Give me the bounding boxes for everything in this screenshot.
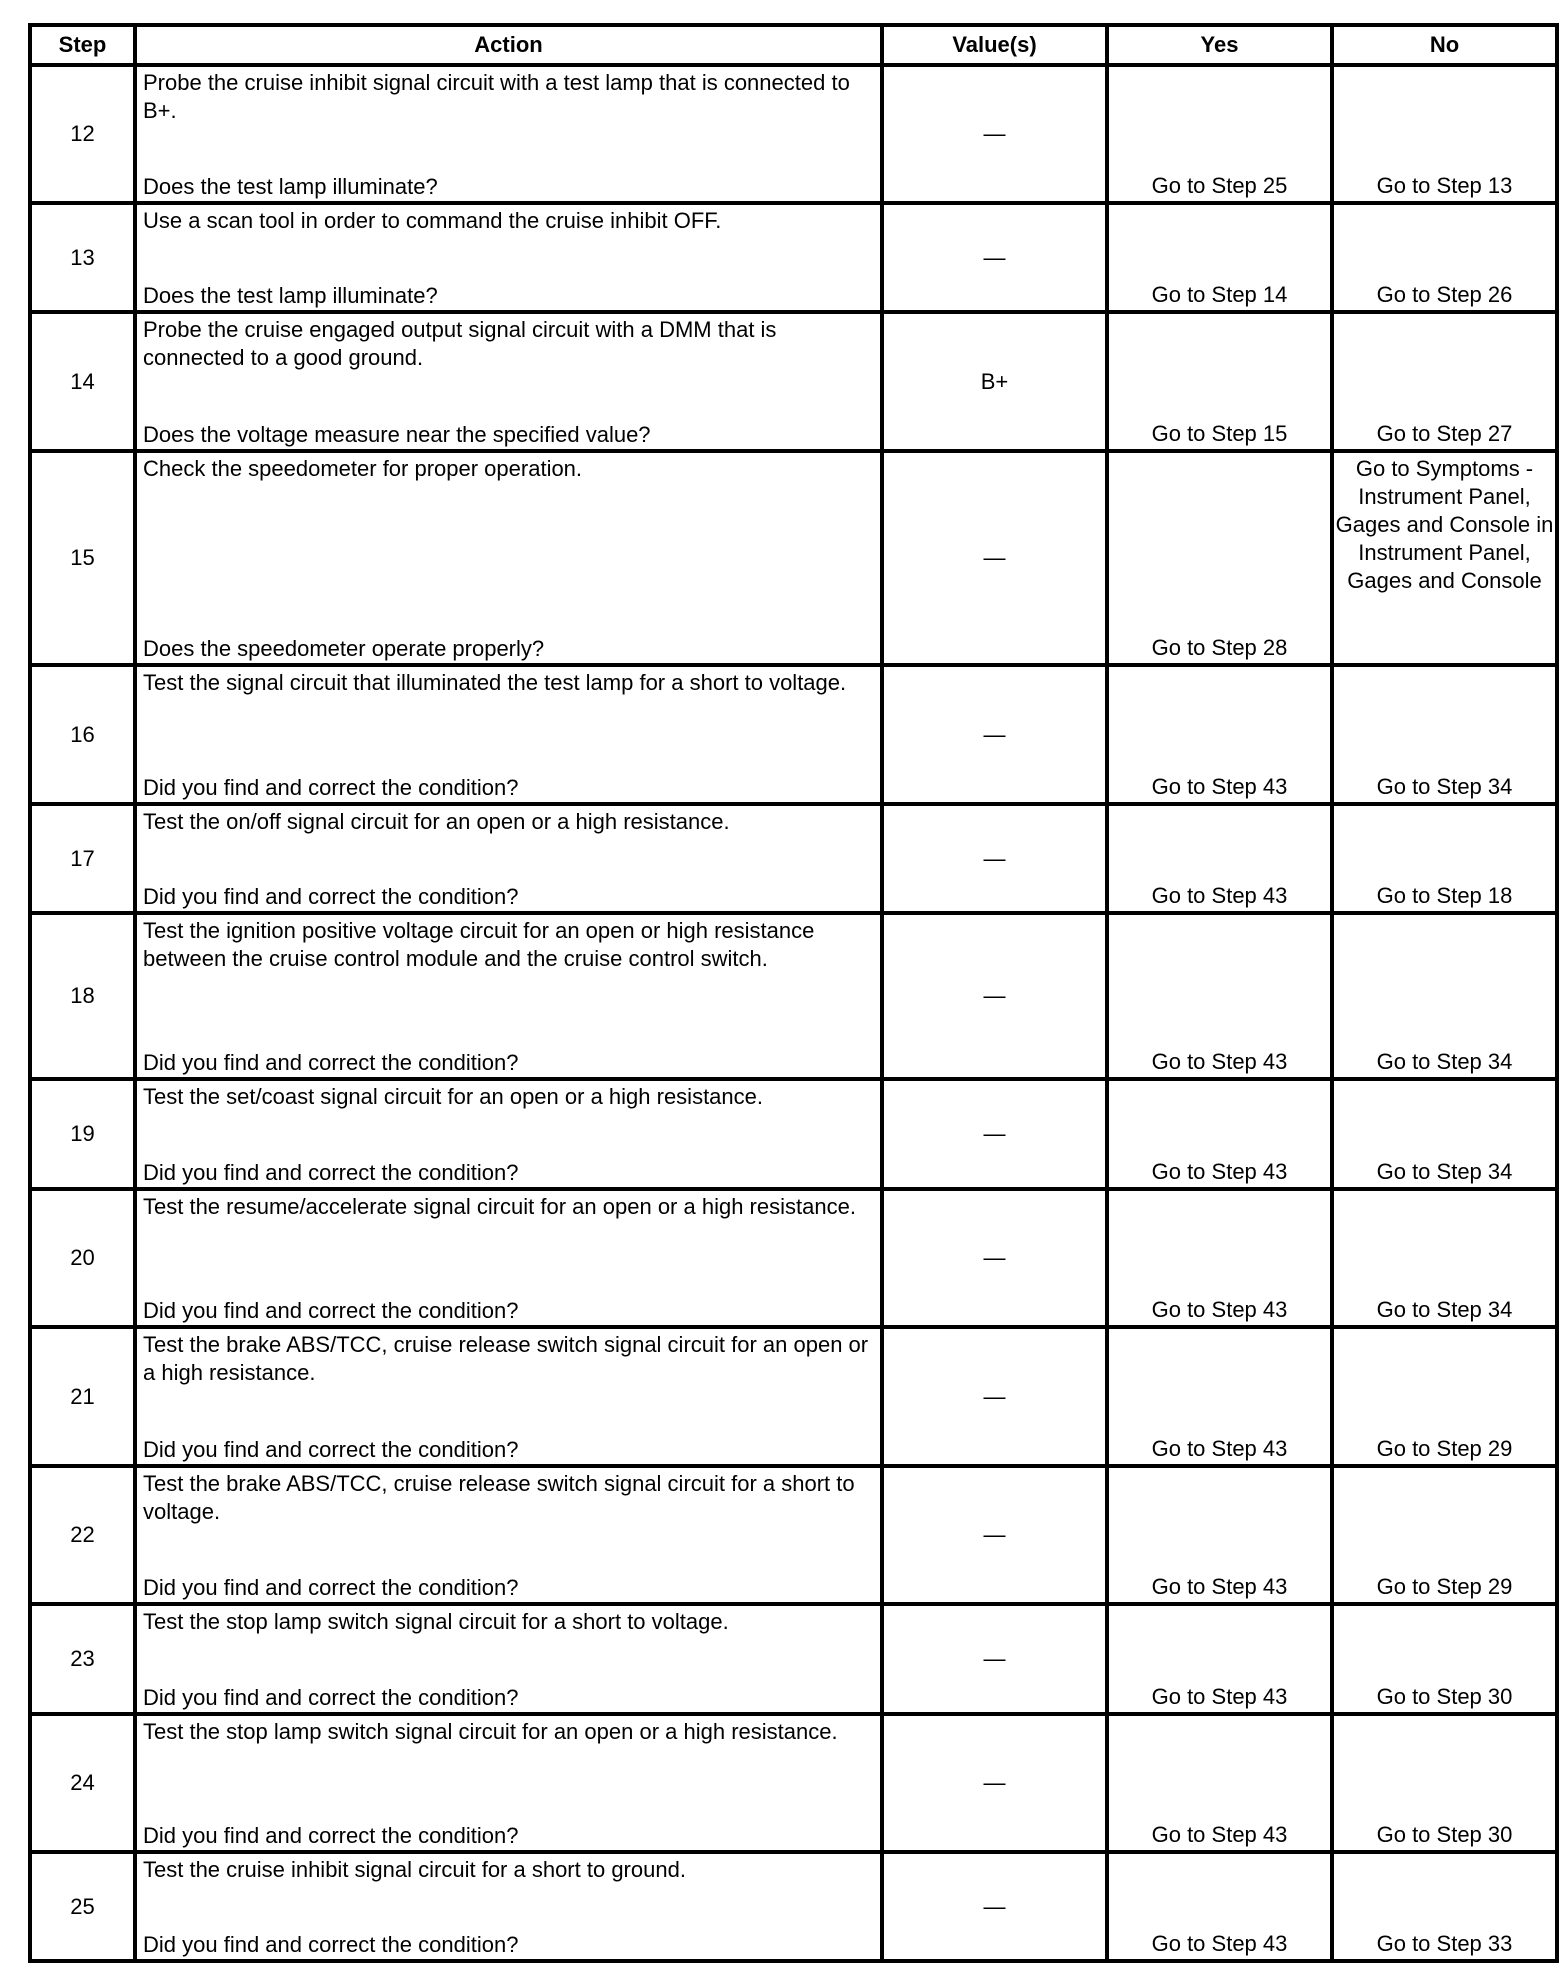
yes-link[interactable]: Go to Step 43 — [1107, 1189, 1332, 1327]
yes-link[interactable]: Go to Step 43 — [1107, 1079, 1332, 1189]
step-number: 14 — [30, 312, 135, 451]
action-cell — [135, 451, 882, 665]
action-question: Does the voltage measure near the specified value? — [143, 422, 651, 447]
table-row — [30, 1852, 1557, 1961]
action-question: Did you find and correct the condition? — [143, 1575, 519, 1600]
step-number: 22 — [30, 1466, 135, 1604]
yes-link[interactable]: Go to Step 43 — [1107, 913, 1332, 1079]
value-cell: — — [882, 1079, 1107, 1189]
no-link[interactable]: Go to Symptoms - Instrument Panel, Gages and Console in Instrument Panel, Gages and Console — [1332, 451, 1557, 665]
action-cell — [135, 312, 882, 451]
table-row — [30, 203, 1557, 312]
action-text: Test the stop lamp switch signal circuit for a short to voltage. — [143, 1609, 729, 1634]
table-row — [30, 913, 1557, 1079]
no-link[interactable]: Go to Step 13 — [1332, 65, 1557, 203]
step-number: 12 — [30, 65, 135, 203]
diagnostic-table — [28, 23, 1559, 1963]
yes-link[interactable]: Go to Step 28 — [1107, 451, 1332, 665]
action-text: Test the set/coast signal circuit for an open or a high resistance. — [143, 1084, 763, 1109]
table-row — [30, 312, 1557, 451]
step-number: 17 — [30, 804, 135, 913]
no-link[interactable]: Go to Step 33 — [1332, 1852, 1557, 1961]
action-question: Does the test lamp illuminate? — [143, 174, 438, 199]
action-question: Did you find and correct the condition? — [143, 1437, 519, 1462]
no-link[interactable]: Go to Step 34 — [1332, 1079, 1557, 1189]
yes-link[interactable]: Go to Step 15 — [1107, 312, 1332, 451]
action-text: Probe the cruise engaged output signal circuit with a DMM that is connected to a good ground. — [143, 317, 777, 370]
value-cell: — — [882, 1327, 1107, 1466]
action-cell — [135, 1189, 882, 1327]
action-cell — [135, 1466, 882, 1604]
header-action: Action — [135, 25, 882, 65]
yes-link[interactable]: Go to Step 43 — [1107, 1604, 1332, 1714]
value-cell: — — [882, 1714, 1107, 1852]
action-text: Test the cruise inhibit signal circuit for a short to ground. — [143, 1857, 686, 1882]
no-link[interactable]: Go to Step 27 — [1332, 312, 1557, 451]
action-text: Test the stop lamp switch signal circuit for an open or a high resistance. — [143, 1719, 838, 1744]
value-cell: — — [882, 913, 1107, 1079]
action-cell — [135, 1714, 882, 1852]
step-number: 20 — [30, 1189, 135, 1327]
table-row — [30, 65, 1557, 203]
action-cell — [135, 1327, 882, 1466]
action-text: Test the ignition positive voltage circuit for an open or high resistance between the cruise control module and the cruise control switch. — [143, 918, 815, 971]
step-number: 16 — [30, 665, 135, 804]
value-cell: B+ — [882, 312, 1107, 451]
action-question: Does the speedometer operate properly? — [143, 636, 545, 661]
action-text: Test the brake ABS/TCC, cruise release switch signal circuit for an open or a high resistance. — [143, 1332, 869, 1385]
action-question: Did you find and correct the condition? — [143, 775, 519, 800]
value-cell: — — [882, 1852, 1107, 1961]
action-question: Did you find and correct the condition? — [143, 1050, 519, 1075]
table-row — [30, 804, 1557, 913]
step-number: 21 — [30, 1327, 135, 1466]
value-cell: — — [882, 1189, 1107, 1327]
action-text: Probe the cruise inhibit signal circuit with a test lamp that is connected to B+. — [143, 70, 850, 123]
yes-link[interactable]: Go to Step 43 — [1107, 665, 1332, 804]
table-row — [30, 1327, 1557, 1466]
step-number: 13 — [30, 203, 135, 312]
action-cell — [135, 804, 882, 913]
action-cell — [135, 665, 882, 804]
yes-link[interactable]: Go to Step 25 — [1107, 65, 1332, 203]
action-text: Check the speedometer for proper operation. — [143, 456, 583, 481]
yes-link[interactable]: Go to Step 43 — [1107, 1852, 1332, 1961]
action-text: Use a scan tool in order to command the cruise inhibit OFF. — [143, 208, 722, 233]
no-link[interactable]: Go to Step 34 — [1332, 913, 1557, 1079]
value-cell: — — [882, 1604, 1107, 1714]
table-row — [30, 1466, 1557, 1604]
table-row — [30, 1189, 1557, 1327]
yes-link[interactable]: Go to Step 43 — [1107, 1466, 1332, 1604]
action-question: Did you find and correct the condition? — [143, 1685, 519, 1710]
value-cell: — — [882, 665, 1107, 804]
header-values: Value(s) — [882, 25, 1107, 65]
step-number: 19 — [30, 1079, 135, 1189]
table-row — [30, 1714, 1557, 1852]
no-link[interactable]: Go to Step 29 — [1332, 1327, 1557, 1466]
header-step: Step — [30, 25, 135, 65]
no-link[interactable]: Go to Step 29 — [1332, 1466, 1557, 1604]
no-link[interactable]: Go to Step 34 — [1332, 665, 1557, 804]
step-number: 25 — [30, 1852, 135, 1961]
value-cell: — — [882, 203, 1107, 312]
step-number: 18 — [30, 913, 135, 1079]
header-row — [30, 25, 1557, 65]
action-question: Did you find and correct the condition? — [143, 1932, 519, 1957]
action-cell — [135, 913, 882, 1079]
action-cell — [135, 65, 882, 203]
action-cell — [135, 203, 882, 312]
header-no: No — [1332, 25, 1557, 65]
table-row — [30, 1604, 1557, 1714]
value-cell: — — [882, 65, 1107, 203]
action-cell — [135, 1852, 882, 1961]
no-link[interactable]: Go to Step 30 — [1332, 1604, 1557, 1714]
step-number: 24 — [30, 1714, 135, 1852]
step-number: 23 — [30, 1604, 135, 1714]
yes-link[interactable]: Go to Step 43 — [1107, 1714, 1332, 1852]
action-text: Test the on/off signal circuit for an open or a high resistance. — [143, 809, 730, 834]
action-cell — [135, 1604, 882, 1714]
header-yes: Yes — [1107, 25, 1332, 65]
action-question: Does the test lamp illuminate? — [143, 283, 438, 308]
yes-link[interactable]: Go to Step 43 — [1107, 1327, 1332, 1466]
step-number: 15 — [30, 451, 135, 665]
no-link[interactable]: Go to Step 30 — [1332, 1714, 1557, 1852]
action-text: Test the brake ABS/TCC, cruise release switch signal circuit for a short to voltage. — [143, 1471, 855, 1524]
no-link[interactable]: Go to Step 18 — [1332, 804, 1557, 913]
value-cell: — — [882, 804, 1107, 913]
action-cell — [135, 1079, 882, 1189]
value-cell: — — [882, 451, 1107, 665]
table-row — [30, 665, 1557, 804]
action-question: Did you find and correct the condition? — [143, 1823, 519, 1848]
action-question: Did you find and correct the condition? — [143, 1298, 519, 1323]
no-link[interactable]: Go to Step 34 — [1332, 1189, 1557, 1327]
yes-link[interactable]: Go to Step 14 — [1107, 203, 1332, 312]
action-text: Test the signal circuit that illuminated the test lamp for a short to voltage. — [143, 670, 847, 695]
action-question: Did you find and correct the condition? — [143, 1160, 519, 1185]
no-link[interactable]: Go to Step 26 — [1332, 203, 1557, 312]
table-row — [30, 1079, 1557, 1189]
yes-link[interactable]: Go to Step 43 — [1107, 804, 1332, 913]
action-question: Did you find and correct the condition? — [143, 884, 519, 909]
value-cell: — — [882, 1466, 1107, 1604]
action-text: Test the resume/accelerate signal circuit for an open or a high resistance. — [143, 1194, 856, 1219]
table-row — [30, 451, 1557, 665]
